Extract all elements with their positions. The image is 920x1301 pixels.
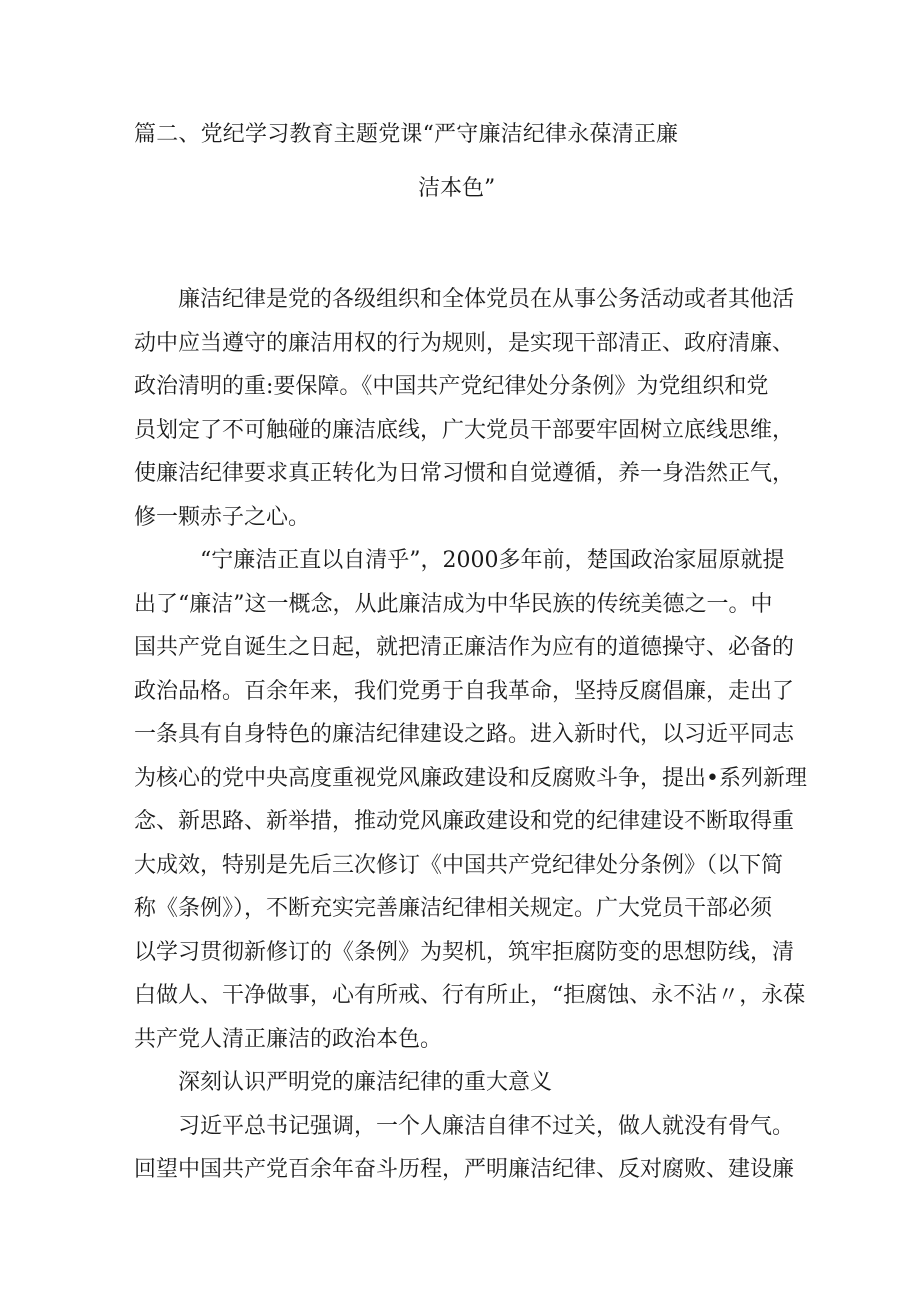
body-line: 以学习贯彻新修订的《条例》为契机，筑牢拒腐防变的思想防线，清: [134, 939, 795, 965]
body-line: 动中应当遵守的廉洁用权的行为规则，是实现干部清正、政府清廉、: [134, 330, 795, 356]
body-line: 廉洁纪律是党的各级组织和全体党员在从事公务活动或者其他活: [178, 287, 795, 312]
document-body: [134, 278, 807, 1192]
body-line: 称《条例》），不断充实完善廉洁纪律相关规定。广大党员干部必须: [134, 896, 773, 921]
body-line: 国共产党自诞生之日起，就把清正廉洁作为应有的道德操守、必备的: [134, 635, 795, 660]
document-title-line-2: 洁本色”: [418, 176, 496, 201]
body-line: 政治品格。百余年来，我们党勇于自我革命，坚持反腐倡廉，走出了: [134, 678, 795, 704]
body-line: 为核心的党中央高度重视党风廉政建设和反腐败斗争，提出•系列新理: [134, 765, 807, 791]
body-line: 大成效，特别是先后三次修订《中国共产党纪律处分条例》（以下简: [134, 852, 784, 878]
body-line: 回望中国共产党百余年奋斗历程，严明廉洁纪律、反对腐败、建设廉: [134, 1157, 795, 1182]
section-heading: 深刻认识严明党的廉洁纪律的重大意义: [178, 1070, 553, 1095]
body-line: 政治清明的重:要保障。《中国共产党纪律处分条例》为党组织和党: [134, 374, 769, 399]
body-line: “宁廉洁正直以自清乎”，2000多年前，楚国政治家屈原就提: [200, 548, 785, 573]
body-line: 一条具有自身特色的廉洁纪律建设之路。进入新时代，以习近平同志: [134, 722, 795, 747]
document-title-line-1: 篇二、党纪学习教育主题党课“严守廉洁纪律永葆清正廉: [134, 122, 679, 147]
body-line: 员划定了不可触碰的廉洁底线，广大党员干部要牢固树立底线思维，: [134, 417, 795, 443]
body-line: 使廉洁纪律要求真正转化为日常习惯和自觉遵循，养一身浩然正气，: [134, 461, 795, 486]
body-line: 念、新思路、新举措，推动党风廉政建设和党的纪律建设不断取得重: [134, 809, 795, 834]
body-line: 共产党人清正廉洁的政治本色。: [134, 1026, 443, 1052]
body-line: 出了“廉洁”这一概念，从此廉洁成为中华民族的传统美德之一。中: [134, 591, 773, 617]
body-line: 修一颗赤子之心。: [134, 504, 311, 530]
body-line: 白做人、干净做事，心有所戒、行有所止，“拒腐蚀、永不沾〃，永葆: [134, 983, 806, 1008]
body-line: 习近平总书记强调，一个人廉洁自律不过关，做人就没有骨气。: [178, 1113, 795, 1139]
